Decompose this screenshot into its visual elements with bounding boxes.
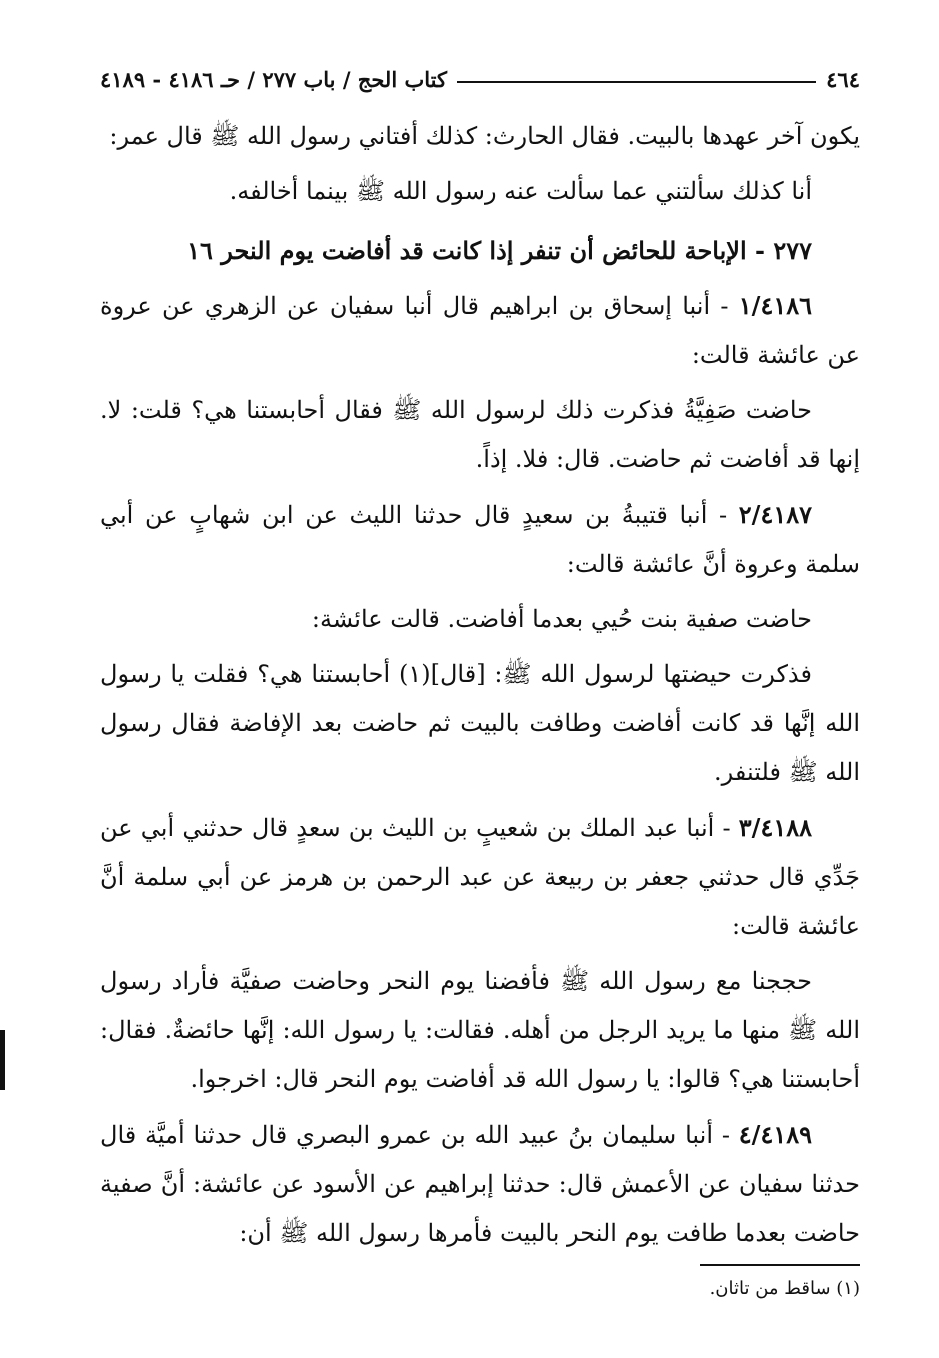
isnad-text: - أنبا إسحاق بن ابراهيم قال أنبا سفيان عن الزهري عن عروة عن عائشة قالت: — [100, 292, 860, 369]
running-header — [100, 62, 860, 96]
page-number: ٤٦٤ — [826, 66, 860, 92]
footnote: (١) ساقط من تاثان. — [709, 1278, 860, 1299]
isnad-text: - أنبا سليمان بنُ عبيد الله بن عمرو البصري قال حدثنا أميَّة قال حدثنا سفيان عن الأعمش قال: حدثنا إبراهيم عن الأسود عن عائشة: أنَّ صفية حاضت بعدما طافت يوم النحر بالبيت فأمرها رسول الله ﷺ أن: — [100, 1121, 860, 1247]
continuation-paragraph: يكون آخر عهدها بالبيت. فقال الحارث: كذلك أفتاني رسول الله ﷺ قال عمر: — [109, 122, 860, 150]
hadith-4187-matn-1: حاضت صفية بنت حُيي بعدما أفاضت. قالت عائشة: — [311, 605, 812, 633]
hadith-4187-matn-2: فذكرت حيضتها لرسول الله ﷺ: [قال](١) أحابستنا هي؟ فقلت يا رسول الله إنَّها قد كانت أفاضت وطافت بالبيت ثم حاضت بعد الإفاضة فقال رسول الله ﷺ فلتنفر. — [100, 660, 860, 786]
hadith-number: ٤/٤١٨٩ — [738, 1120, 812, 1149]
chapter-reference: كتاب الحج / باب ٢٧٧ / حـ ٤١٨٦ - ٤١٨٩ — [100, 66, 447, 92]
hadith-number: ٢/٤١٨٧ — [738, 500, 812, 529]
section-heading: ٢٧٧ - الإباحة للحائض أن تنفر إذا كانت قد أفاضت يوم النحر ١٦ — [187, 236, 812, 265]
isnad-text: - أنبا قتيبةُ بن سعيدٍ قال حدثنا الليث عن ابن شهابٍ عن أبي سلمة وعروة أنَّ عائشة قالت: — [100, 501, 860, 578]
footnote-rule — [700, 1264, 860, 1266]
continuation-paragraph-2: أنا كذلك سألتني عما سألت عنه رسول الله ﷺ بينما أخالفه. — [229, 177, 812, 205]
hadith-number: ٣/٤١٨٨ — [738, 813, 812, 842]
hadith-4186-isnad — [100, 281, 860, 380]
hadith-4186-matn: حاضت صَفِيَّةُ فذكرت ذلك لرسول الله ﷺ فقال أحابستنا هي؟ قلت: لا. إنها قد أفاضت ثم حاضت. قال: فلا. إذاً. — [100, 396, 860, 473]
hadith-4188-matn: حججنا مع رسول الله ﷺ فأفضنا يوم النحر وحاضت صفيَّة فأراد رسول الله ﷺ منها ما يريد الرجل من أهله. فقالت: يا رسول الله: إنَّها حائضةٌ. فقال: أحابستنا هي؟ قالوا: يا رسول الله قد أفاضت يوم النحر قال: اخرجوا. — [100, 967, 860, 1093]
hadith-number: ١/٤١٨٦ — [738, 291, 812, 320]
scan-edge-mark — [0, 1030, 5, 1090]
hadith-4189-isnad — [100, 1110, 860, 1258]
body-text — [100, 112, 860, 1264]
hadith-4188-isnad — [100, 803, 860, 951]
isnad-text: - أنبا عبد الملك بن شعيبٍ بن الليث بن سعدٍ قال حدثني أبي عن جَدِّي قال حدثني جعفر بن ربيعة عن عبد الرحمن بن هرمز عن أبي سلمة أنَّ عائشة قالت: — [100, 814, 860, 940]
hadith-4187-isnad — [100, 490, 860, 589]
header-rule — [457, 81, 816, 83]
